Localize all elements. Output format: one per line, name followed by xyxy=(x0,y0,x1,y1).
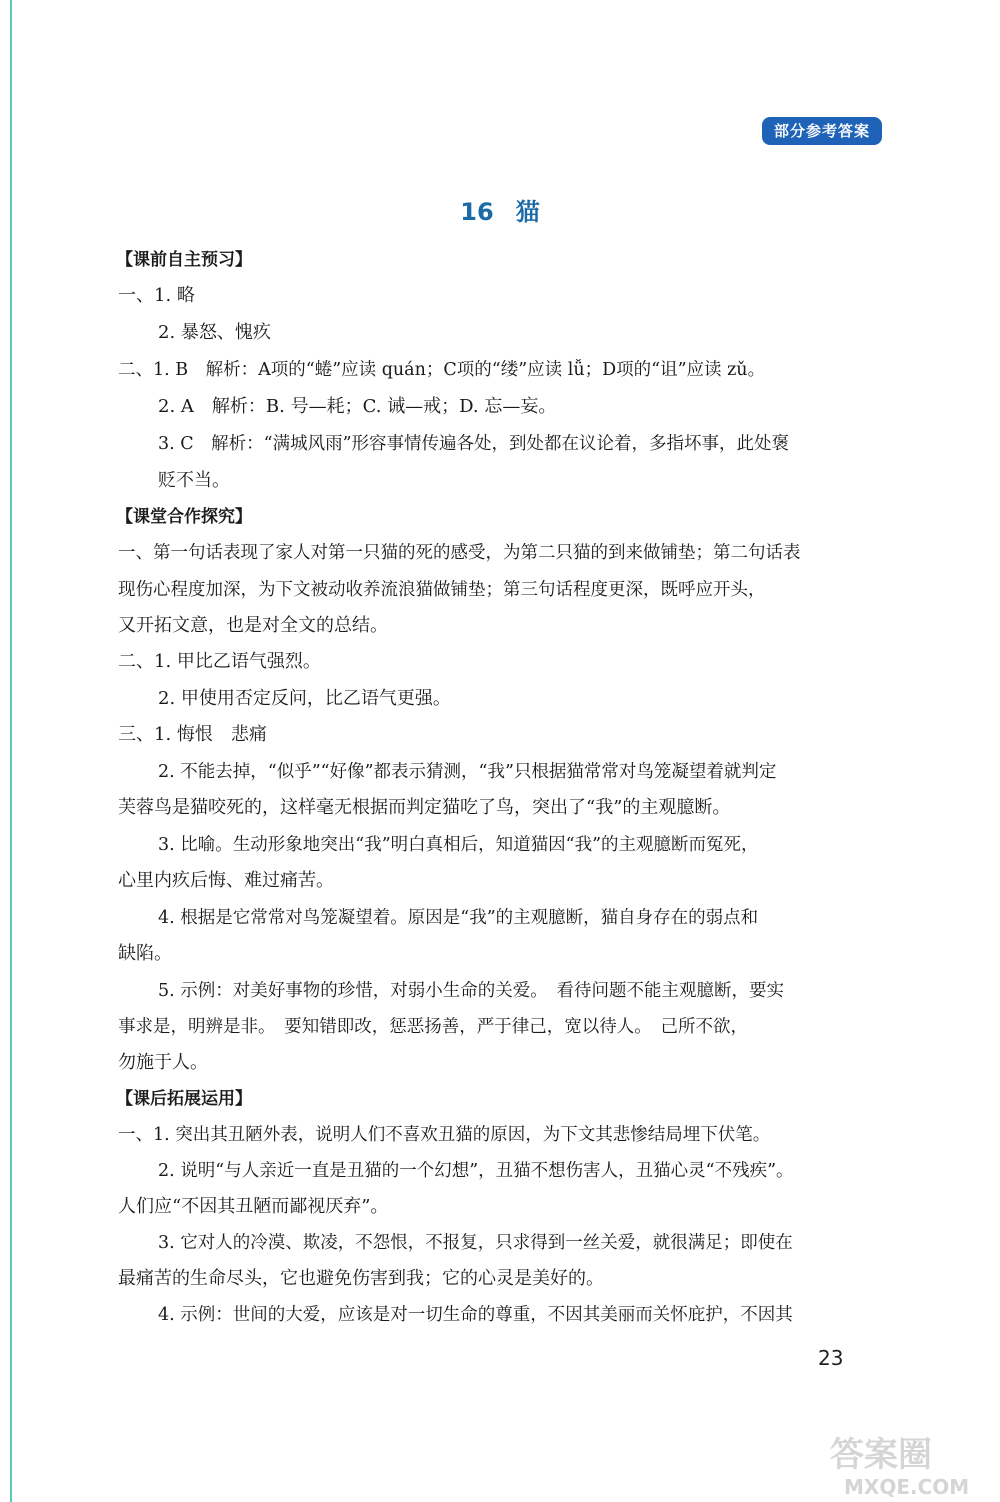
answer-line: 5. 示例：对美好事物的珍惜，对弱小生命的关爱。 看待问题不能主观臆断，要实 xyxy=(158,981,785,1001)
page-number: 23 xyxy=(818,1346,844,1370)
answer-line: 4. 根据是它常常对鸟笼凝望着。原因是“我”的主观臆断，猫自身存在的弱点和 xyxy=(158,908,759,928)
watermark-text-top: 答案圈 xyxy=(830,1435,932,1475)
watermark-text-bottom: MXQE.COM xyxy=(844,1475,970,1499)
section-heading-after: 【课后拓展运用】 xyxy=(116,1089,252,1109)
answer-line: 2. 说明“与人亲近一直是丑猫的一个幻想”，丑猫不想伤害人，丑猫心灵“不残疾”。 xyxy=(158,1161,794,1181)
answer-line: 2. 甲使用否定反问，比乙语气更强。 xyxy=(158,688,451,709)
answer-line: 又开拓文意，也是对全文的总结。 xyxy=(118,615,388,636)
answer-line: 心里内疚后悔、难过痛苦。 xyxy=(118,870,334,891)
answer-line: 事求是，明辨是非。 要知错即改，惩恶扬善，严于律己，宽以待人。 己所不欲， xyxy=(118,1017,748,1037)
answer-line: 3. 它对人的冷漠、欺凌，不怨恨，不报复，只求得到一丝关爱，就很满足；即使在 xyxy=(158,1233,793,1253)
answer-line: 2. 暴怒、愧疚 xyxy=(158,322,271,343)
lesson-number: 16 xyxy=(460,198,494,226)
answer-line: 三、1. 悔恨 悲痛 xyxy=(118,724,267,745)
answer-line: 人们应“不因其丑陋而鄙视厌弃”。 xyxy=(118,1196,389,1217)
lesson-title xyxy=(0,192,1000,227)
answer-line: 4. 示例：世间的大爱，应该是对一切生命的尊重，不因其美丽而关怀庇护，不因其 xyxy=(158,1305,793,1325)
answer-line: 最痛苦的生命尽头，它也避免伤害到我；它的心灵是美好的。 xyxy=(118,1268,604,1289)
answer-line: 现伤心程度加深，为下文被动收养流浪猫做铺垫；第三句话程度更深，既呼应开头， xyxy=(118,580,766,600)
answer-line: 勿施于人。 xyxy=(118,1052,208,1073)
watermark-logo xyxy=(822,1428,998,1500)
answer-line: 2. A 解析：B. 号—耗；C. 诫—戒；D. 忘—妄。 xyxy=(158,396,557,417)
answer-line: 二、1. B 解析：A项的“蜷”应读 quán；C项的“缕”应读 lǚ；D项的“诅”应读 zǔ。 xyxy=(118,360,766,380)
section-heading-preview: 【课前自主预习】 xyxy=(116,250,252,270)
section-heading-class: 【课堂合作探究】 xyxy=(116,507,252,527)
answer-badge: 部分参考答案 xyxy=(762,117,882,145)
answer-line: 一、1. 略 xyxy=(118,285,195,306)
answer-line: 一、1. 突出其丑陋外表，说明人们不喜欢丑猫的原因，为下文其悲惨结局埋下伏笔。 xyxy=(118,1125,771,1145)
answer-line: 缺陷。 xyxy=(118,943,172,964)
answer-line: 2. 不能去掉，“似乎”“好像”都表示猜测，“我”只根据猫常常对鸟笼凝望着就判定 xyxy=(158,762,777,782)
answer-line: 芙蓉鸟是猫咬死的，这样毫无根据而判定猫吃了鸟，突出了“我”的主观臆断。 xyxy=(118,797,731,818)
lesson-name: 猫 xyxy=(515,198,540,226)
answer-line: 贬不当。 xyxy=(158,470,230,491)
answer-line: 二、1. 甲比乙语气强烈。 xyxy=(118,651,321,672)
answer-line: 一、第一句话表现了家人对第一只猫的死的感受，为第二只猫的到来做铺垫；第二句话表 xyxy=(118,543,801,563)
answer-line: 3. C 解析：“满城风雨”形容事情传遍各处，到处都在议论着，多指坏事，此处褒 xyxy=(158,434,790,454)
answer-line: 3. 比喻。生动形象地突出“我”明白真相后，知道猫因“我”的主观臆断而冤死， xyxy=(158,835,759,855)
